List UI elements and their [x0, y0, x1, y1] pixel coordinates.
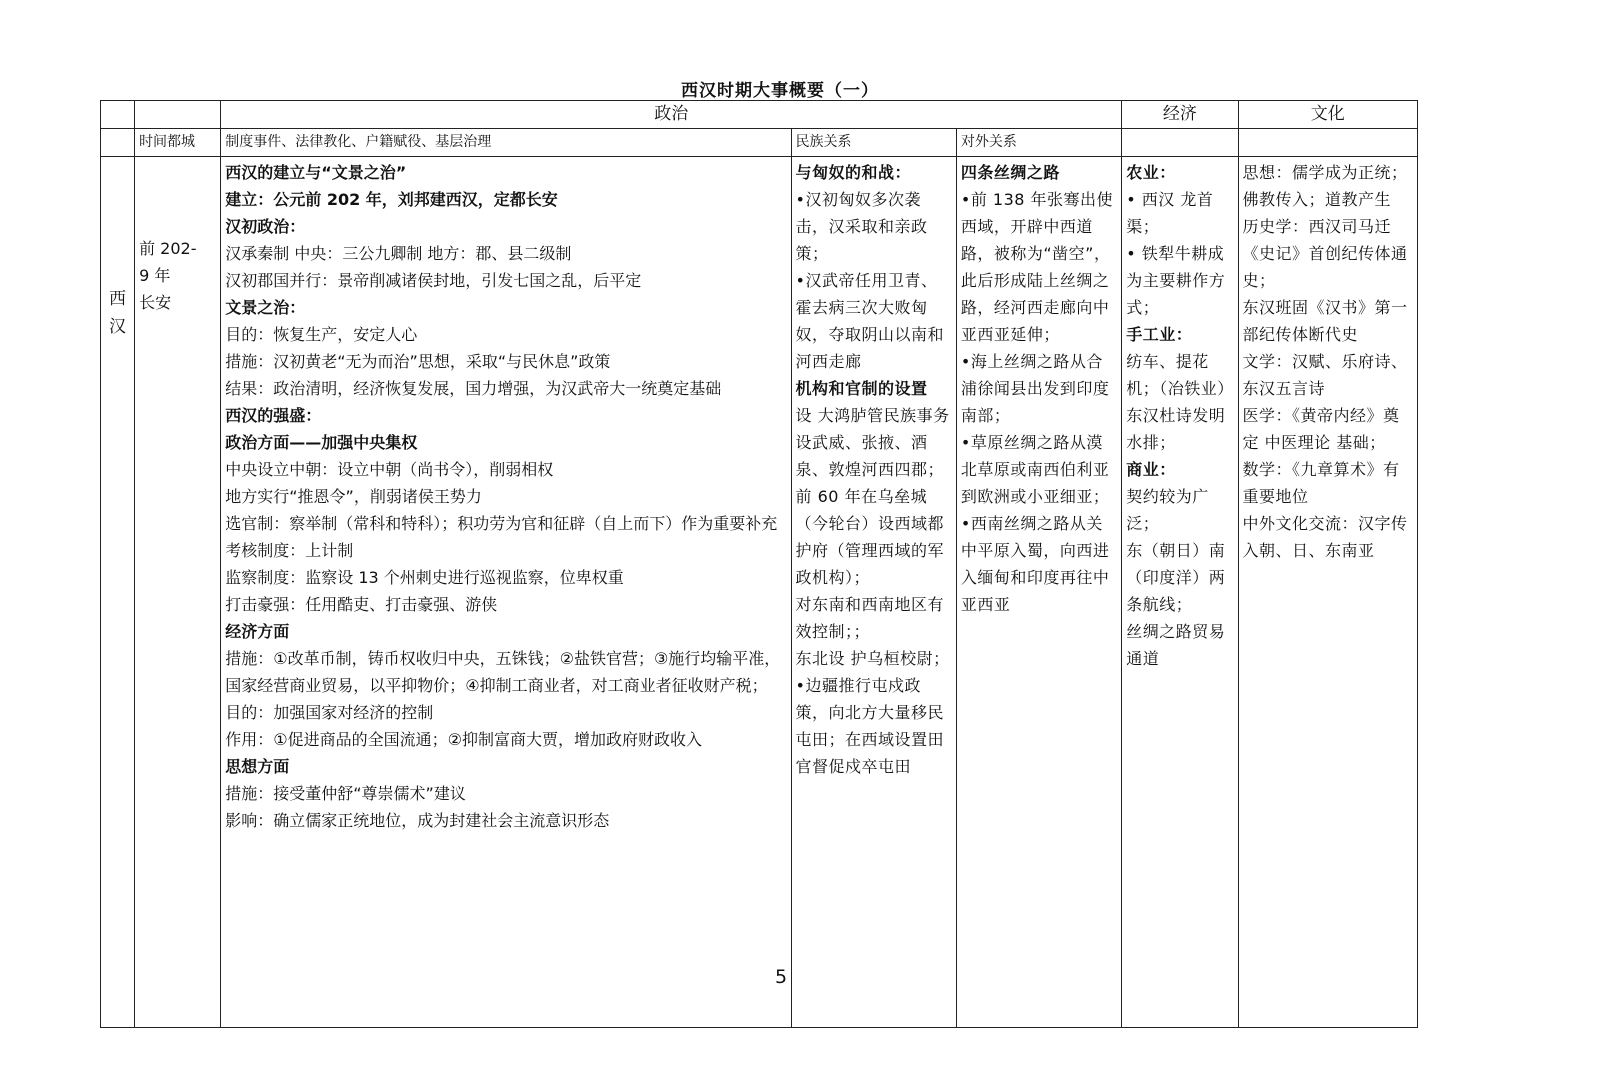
- politics-line: 地方实行“推恩令”，削弱诸侯王势力: [225, 487, 482, 506]
- culture-line: 中外文化交流：汉字传入朝、日、东南亚: [1242, 514, 1408, 560]
- header-row-2: [101, 129, 1418, 157]
- time-line: 9 年: [139, 266, 171, 285]
- foreign-cell: [956, 157, 1121, 1028]
- culture-line: 思想：儒学成为正统；佛教传入；道教产生: [1242, 163, 1408, 209]
- politics-header: 政治: [221, 101, 1122, 129]
- economy-line: 手工业：: [1126, 325, 1193, 344]
- politics-line: 目的：恢复生产，安定人心: [225, 325, 418, 344]
- header-row-1: [101, 101, 1418, 129]
- ethnic-line: 对东南和西南地区有效控制；；: [795, 595, 945, 641]
- summary-table: [100, 100, 1418, 1028]
- ethnic-line: 与匈奴的和战：: [795, 163, 912, 182]
- ethnic-line: 设武威、张掖、酒泉、敦煌河西四郡；: [795, 433, 945, 479]
- economy-line: 商业：: [1126, 460, 1176, 479]
- blank-header-cell: [101, 101, 135, 129]
- page-number: 5: [774, 966, 788, 988]
- era-char: 汉: [109, 317, 127, 337]
- politics-cell: [221, 157, 791, 1028]
- blank-header-cell: [135, 101, 221, 129]
- foreign-header: 对外关系: [956, 129, 1121, 157]
- time-cell: [135, 157, 221, 1028]
- institutions-header: 制度事件、法律教化、户籍赋役、基层治理: [221, 129, 791, 157]
- politics-line: 西汉的强盛：: [225, 406, 322, 425]
- politics-line: 经济方面: [225, 622, 290, 641]
- culture-line: 数学：《九章算术》有重要地位: [1242, 460, 1400, 506]
- politics-line: 措施：①改革币制，铸币权收归中央，五铢钱；②盐铁官营；③施行均输平准，国家经营商业贸易，以平抑物价；④抑制工商业者，对工商业者征收财产税；: [225, 649, 781, 695]
- politics-line: 监察制度：监察设 13 个州刺史进行巡视监察，位卑权重: [225, 568, 624, 587]
- era-char: 西: [109, 289, 127, 309]
- culture-line: 历史学：西汉司马迁《史记》首创纪传体通史；: [1242, 217, 1408, 290]
- politics-line: 文景之治：: [225, 298, 306, 317]
- economy-header: 经济: [1122, 101, 1238, 129]
- blank-header-cell: [101, 129, 135, 157]
- foreign-line: 四条丝绸之路: [960, 163, 1060, 182]
- economy-line: 丝绸之路贸易通道: [1126, 622, 1226, 668]
- economy-line: 纺车、提花机；（冶铁业）东汉杜诗发明水排；: [1126, 352, 1226, 452]
- blank-header-cell: [1238, 129, 1417, 157]
- ethnic-line: 东北设 护乌桓校尉；: [795, 649, 950, 668]
- politics-line: 政治方面——加强中央集权: [225, 433, 418, 452]
- politics-line: 作用：①促进商品的全国流通；②抑制富商大贾，增加政府财政收入: [225, 730, 702, 749]
- ethnic-line: 设 大鸿胪管民族事务: [795, 406, 950, 425]
- ethnic-line: •汉武帝任用卫青、霍去病三次大败匈奴，夺取阴山以南和河西走廊: [795, 271, 945, 371]
- politics-line: 选官制：察举制（常科和特科）；积功劳为官和征辟（自上而下）作为重要补充: [225, 514, 778, 533]
- page-title: 西汉时期大事概要（一）: [681, 81, 879, 101]
- culture-cell: [1238, 157, 1417, 1028]
- foreign-line: •草原丝绸之路从漠北草原或南西伯利亚到欧洲或小亚细亚；: [960, 433, 1110, 506]
- politics-line: 结果：政治清明，经济恢复发展，国力增强，为汉武帝大一统奠定基础: [225, 379, 722, 398]
- foreign-line: •西南丝绸之路从关中平原入蜀，向西进入缅甸和印度再往中亚西亚: [960, 514, 1110, 614]
- politics-line: 西汉的建立与“文景之治”: [225, 163, 407, 182]
- economy-line: 契约较为广泛；: [1126, 487, 1209, 533]
- ethnic-line: •汉初匈奴多次袭击，汉采取和亲政策；: [795, 190, 928, 263]
- politics-line: 考核制度：上计制: [225, 541, 354, 560]
- politics-line: 汉初政治：: [225, 217, 306, 236]
- culture-line: 文学：汉赋、乐府诗、东汉五言诗: [1242, 352, 1408, 398]
- culture-line: 东汉班固《汉书》第一部纪传体断代史: [1242, 298, 1408, 344]
- ethnic-line: 机构和官制的设置: [795, 379, 928, 398]
- politics-line: 措施：汉初黄老“无为而治”思想，采取“与民休息”政策: [225, 352, 611, 371]
- capital-line: 长安: [139, 293, 172, 312]
- economy-line: 东（朝日）南（印度洋）两条航线；: [1126, 541, 1226, 614]
- ethnic-cell: [791, 157, 956, 1028]
- culture-header: 文化: [1238, 101, 1417, 129]
- ethnic-header: 民族关系: [791, 129, 956, 157]
- time-line: 前 202-: [139, 239, 197, 258]
- politics-line: 汉初郡国并行：景帝削减诸侯封地，引发七国之乱，后平定: [225, 271, 642, 290]
- ethnic-line: 前 60 年在乌垒城（今轮台）设西域都护府（管理西域的军政机构）；: [795, 487, 945, 587]
- politics-line: 汉承秦制 中央：三公九卿制 地方：郡、县二级制: [225, 244, 572, 263]
- culture-line: 医学：《黄帝内经》奠定 中医理论 基础；: [1242, 406, 1400, 452]
- foreign-line: •前 138 年张骞出使西域，开辟中西道路，被称为“凿空”，此后形成陆上丝绸之路，经河西走廊向中亚西亚延伸；: [960, 190, 1114, 344]
- ethnic-line: •边疆推行屯戍政策，向北方大量移民屯田；在西域设置田官督促戍卒屯田: [795, 676, 945, 776]
- politics-line: 中央设立中朝：设立中朝（尚书令），削弱相权: [225, 460, 554, 479]
- politics-line: 建立：公元前 202 年，刘邦建西汉，定都长安: [225, 190, 558, 209]
- economy-cell: [1122, 157, 1238, 1028]
- era-cell: [101, 157, 135, 1028]
- economy-line: • 铁犁牛耕成为主要耕作方式；: [1126, 244, 1226, 317]
- economy-line: • 西汉 龙首渠；: [1126, 190, 1214, 236]
- politics-line: 思想方面: [225, 757, 290, 776]
- western-han-row: [101, 157, 1418, 1028]
- foreign-line: •海上丝绸之路从合浦徐闻县出发到印度南部；: [960, 352, 1110, 425]
- politics-line: 措施：接受董仲舒“尊崇儒术”建议: [225, 784, 466, 803]
- politics-line: 影响：确立儒家正统地位，成为封建社会主流意识形态: [225, 811, 610, 830]
- politics-line: 目的：加强国家对经济的控制: [225, 703, 434, 722]
- blank-header-cell: [1122, 129, 1238, 157]
- time-capital-header: 时间都城: [135, 129, 221, 157]
- economy-line: 农业：: [1126, 163, 1176, 182]
- politics-line: 打击豪强：任用酷吏、打击豪强、游侠: [225, 595, 498, 614]
